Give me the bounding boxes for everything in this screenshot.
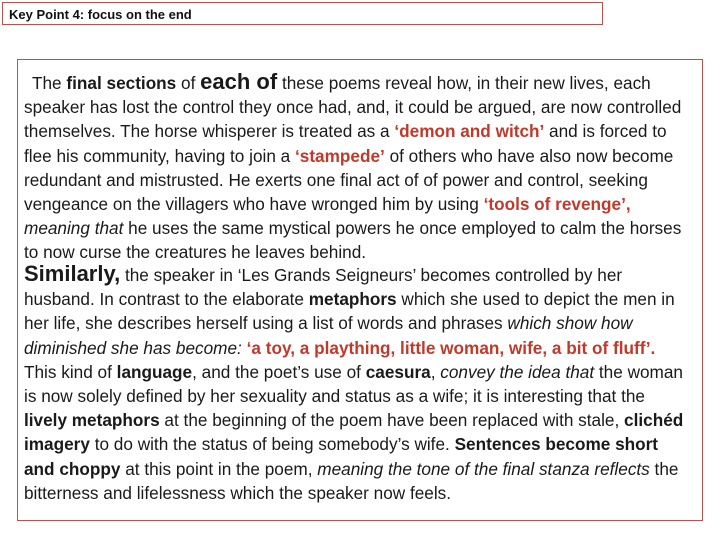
emphasis-bold: clichéd imagery bbox=[24, 410, 684, 455]
emphasis-bold: final sections bbox=[66, 73, 177, 93]
text-run: The bbox=[32, 73, 67, 93]
text-run: , bbox=[625, 194, 631, 215]
quote-highlight: ‘demon and witch’ bbox=[394, 121, 545, 142]
text-run: of others who have also now become redundant and mistrusted. He exerts one final act of of power and control, seeking vengeance on the villagers who have wronged him by using bbox=[24, 145, 674, 215]
emphasis-italic: meaning the tone of the final stanza reflects bbox=[317, 458, 650, 479]
paragraph-les-grands-seigneurs bbox=[24, 262, 692, 505]
text-run: these poems reveal how, in their new lives, each speaker has lost the control they once had, and, it could be argued, are now controlled themselves. The horse whisperer is treated as a bbox=[24, 73, 682, 142]
quote-highlight: ‘tools of revenge’ bbox=[483, 194, 626, 215]
text-run: and is forced to flee his community, having to join a bbox=[24, 121, 667, 166]
text-run: which she used to depict the men in her life, she describes herself using a list of words and phrases bbox=[24, 289, 675, 334]
emphasis-bold: lively metaphors bbox=[24, 410, 160, 431]
text-run: at this point in the poem, bbox=[120, 458, 318, 479]
emphasis-italic: meaning that bbox=[24, 218, 124, 239]
text-run: to do with the status of being somebody’s wife. bbox=[89, 434, 455, 455]
text-run: the bitterness and lifelessness which the speaker now feels. bbox=[24, 458, 679, 503]
text-run: the woman is now solely defined by her sexuality and status as a wife; it is interesting that the bbox=[24, 361, 683, 407]
emphasis-italic: convey the idea that bbox=[440, 361, 595, 382]
emphasis-large: each of bbox=[200, 69, 278, 94]
emphasis-bold: metaphors bbox=[308, 289, 397, 310]
emphasis-bold: Sentences become short and choppy bbox=[24, 434, 659, 479]
text-run: This kind of bbox=[24, 361, 117, 382]
quote-highlight: ‘a toy, a plaything, little woman, wife, a bit of fluff’. bbox=[246, 337, 656, 358]
emphasis-italic: which show how diminished she has become: bbox=[24, 313, 633, 358]
emphasis-bold: language bbox=[116, 361, 193, 382]
paragraph-horse-whisperer bbox=[24, 70, 692, 265]
quote-highlight: ‘stampede’ bbox=[295, 145, 385, 166]
emphasis-large: Similarly, bbox=[24, 261, 121, 286]
text-run: , and the poet’s use of bbox=[192, 361, 366, 382]
text-run: at the beginning of the poem have been replaced with stale, bbox=[159, 410, 625, 431]
text-run: , bbox=[430, 361, 441, 382]
text-run: the speaker in ‘Les Grands Seigneurs’ becomes controlled by her husband. In contrast to the elaborate bbox=[24, 265, 623, 310]
text-run: of bbox=[176, 73, 201, 93]
page-title: Key Point 4: focus on the end bbox=[9, 7, 192, 22]
emphasis-bold: caesura bbox=[365, 361, 431, 382]
text-run bbox=[24, 73, 32, 93]
header-box bbox=[2, 2, 603, 25]
text-run: he uses the same mystical powers he once employed to calm the horses to now curse the creatures he leaves behind. bbox=[24, 218, 682, 263]
